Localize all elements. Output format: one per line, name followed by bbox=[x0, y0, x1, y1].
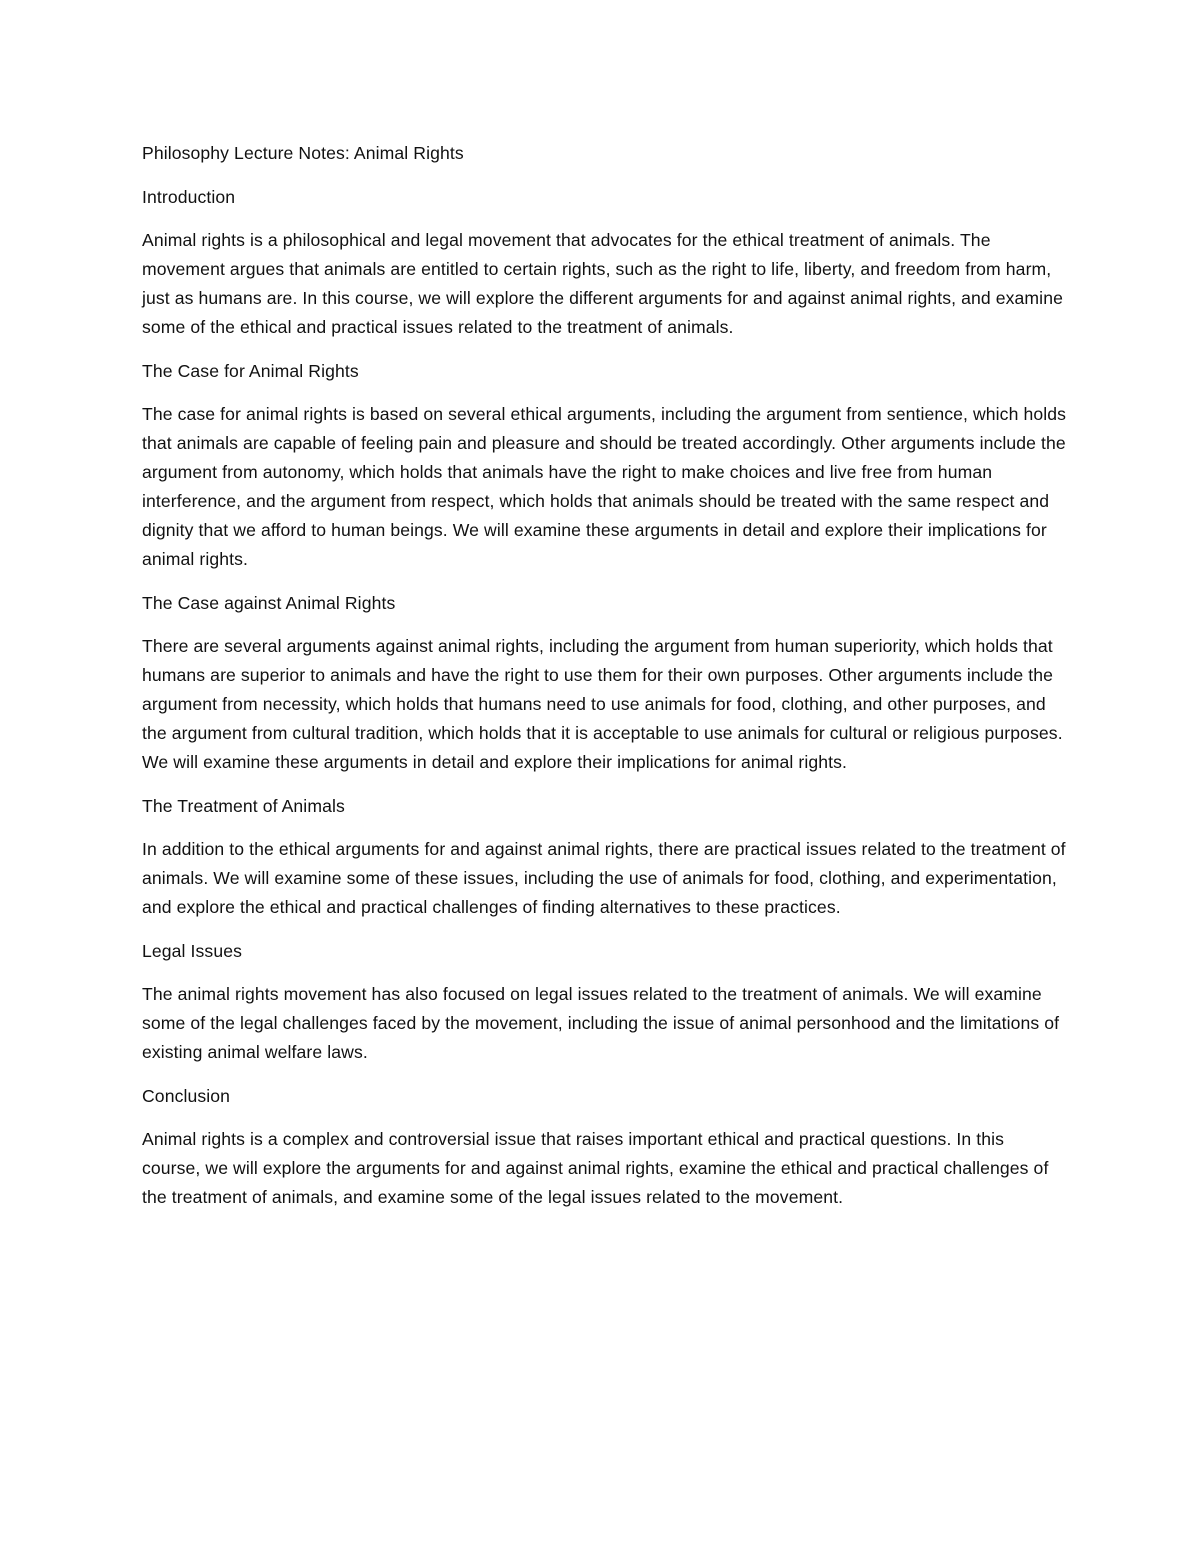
section-heading-treatment: The Treatment of Animals bbox=[142, 795, 345, 816]
section-heading-legal-issues: Legal Issues bbox=[142, 940, 242, 961]
section-body-case-against: There are several arguments against animal rights, including the argument from human superiority, which holds that humans are superior to animals and have the right to use them for their own purposes. Other arguments include the argument from necessity, which holds that humans need to use animals for food, clothing, and other purposes, and the argument from cultural tradition, which holds that it is acceptable to use animals for cultural or religious purposes. We will examine these arguments in detail and explore their implications for animal rights. bbox=[142, 636, 1063, 772]
section-body-conclusion: Animal rights is a complex and controversial issue that raises important ethical and practical questions. In this course, we will explore the arguments for and against animal rights, examine the ethical and practical challenges of the treatment of animals, and examine some of the legal issues related to the movement. bbox=[142, 1129, 1049, 1207]
section-heading-case-against: The Case against Animal Rights bbox=[142, 592, 396, 613]
section-body-treatment: In addition to the ethical arguments for and against animal rights, there are practical issues related to the treatment of animals. We will examine some of these issues, including the use of animals for food, clothing, and experimentation, and explore the ethical and practical challenges of finding alternatives to these practices. bbox=[142, 839, 1066, 917]
document-title: Philosophy Lecture Notes: Animal Rights bbox=[142, 143, 464, 163]
document-page bbox=[142, 139, 1067, 1227]
section-heading-conclusion: Conclusion bbox=[142, 1085, 231, 1106]
section-body-legal-issues: The animal rights movement has also focused on legal issues related to the treatment of animals. We will examine some of the legal challenges faced by the movement, including the issue of animal personhood and the limitations of existing animal welfare laws. bbox=[142, 984, 1060, 1062]
section-heading-introduction: Introduction bbox=[142, 186, 236, 207]
section-heading-case-for: The Case for Animal Rights bbox=[142, 360, 359, 381]
section-body-case-for: The case for animal rights is based on several ethical arguments, including the argument from sentience, which holds that animals are capable of feeling pain and pleasure and should be treated accordingly. Other arguments include the argument from autonomy, which holds that animals have the right to make choices and live free from human interference, and the argument from respect, which holds that animals should be treated with the same respect and dignity that we afford to human beings. We will examine these arguments in detail and explore their implications for animal rights. bbox=[142, 404, 1067, 569]
section-body-introduction: Animal rights is a philosophical and legal movement that advocates for the ethical treatment of animals. The movement argues that animals are entitled to certain rights, such as the right to life, liberty, and freedom from harm, just as humans are. In this course, we will explore the different arguments for and against animal rights, and examine some of the ethical and practical issues related to the treatment of animals. bbox=[142, 230, 1063, 337]
